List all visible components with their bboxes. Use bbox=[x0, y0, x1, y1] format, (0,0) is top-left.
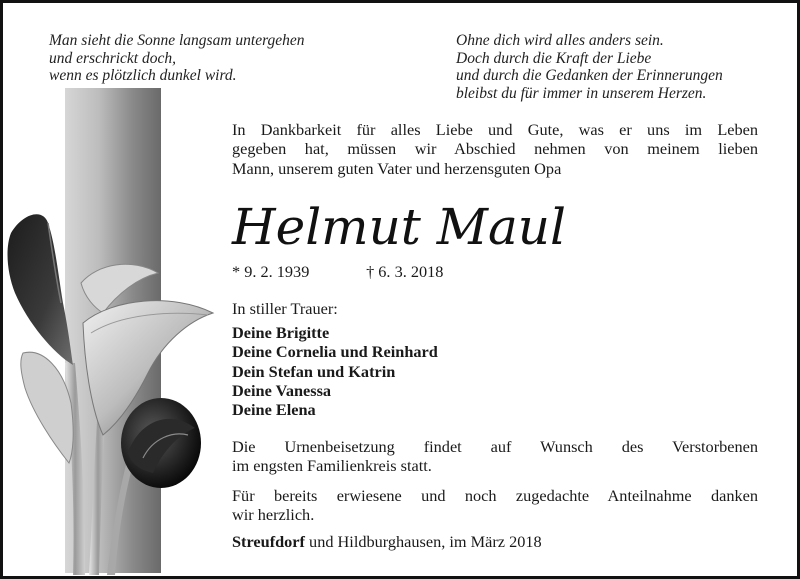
family-member: Deine Elena bbox=[232, 400, 316, 420]
closing-line bbox=[232, 532, 542, 552]
poem-left bbox=[49, 32, 305, 85]
family-member: Dein Stefan und Katrin bbox=[232, 361, 396, 381]
death-date: † 6. 3. 2018 bbox=[366, 262, 444, 281]
intro-line: In Dankbarkeit für alles Liebe und Gute, was er uns im Leben bbox=[232, 120, 758, 139]
thanks-note bbox=[232, 486, 758, 525]
poem-line: Doch durch die Kraft der Liebe bbox=[456, 49, 652, 67]
family-member: Deine Brigitte bbox=[232, 323, 330, 342]
family-list bbox=[232, 323, 438, 419]
burial-line: im engsten Familienkreis statt. bbox=[232, 456, 432, 476]
poem-right bbox=[456, 32, 723, 102]
closing-rest: und Hildburghausen, im März 2018 bbox=[309, 532, 542, 551]
intro-line: gegeben hat, müssen wir Abschied nehmen von meinem lieben bbox=[232, 139, 758, 159]
life-dates bbox=[232, 262, 443, 282]
deceased-name: Helmut Maul bbox=[232, 198, 566, 256]
poem-line: und durch die Gedanken der Erinnerungen bbox=[456, 67, 723, 84]
birth-date: * 9. 2. 1939 bbox=[232, 262, 310, 281]
mourning-label: In stiller Trauer: bbox=[232, 299, 338, 318]
calla-lily-icon bbox=[3, 203, 218, 575]
intro-line: Mann, unserem guten Vater und herzensguten Opa bbox=[232, 158, 562, 178]
closing-place: Streufdorf bbox=[232, 532, 305, 551]
burial-note bbox=[232, 437, 758, 476]
poem-line: und erschrickt doch, bbox=[49, 49, 176, 67]
family-member: Deine Vanessa bbox=[232, 380, 332, 400]
intro-text bbox=[232, 120, 758, 178]
poem-line: Ohne dich wird alles anders sein. bbox=[456, 32, 664, 49]
poem-line: Man sieht die Sonne langsam untergehen bbox=[49, 32, 305, 49]
thanks-line: wir herzlich. bbox=[232, 505, 315, 525]
burial-line: Die Urnenbeisetzung findet auf Wunsch des Verstorbenen bbox=[232, 437, 758, 456]
poem-line: wenn es plötzlich dunkel wird. bbox=[49, 67, 237, 84]
poem-line: bleibst du für immer in unserem Herzen. bbox=[456, 84, 707, 102]
family-member: Deine Cornelia und Reinhard bbox=[232, 342, 438, 362]
thanks-line: Für bereits erwiesene und noch zugedachte Anteilnahme danken bbox=[232, 486, 758, 505]
